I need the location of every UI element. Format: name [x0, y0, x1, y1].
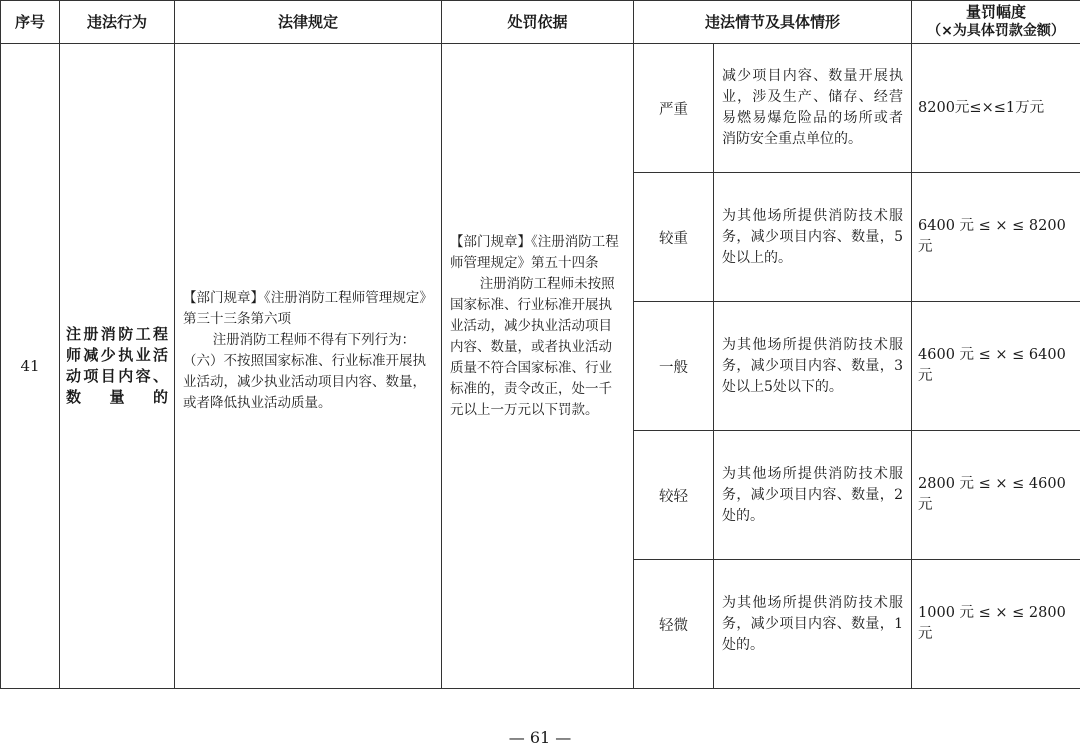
header-seq: 序号 — [1, 1, 60, 44]
range-cell: 4600 元 ≤ × ≤ 6400 元 — [912, 302, 1080, 431]
range-cell: 1000 元 ≤ × ≤ 2800 元 — [912, 560, 1080, 689]
level-cell: 轻微 — [634, 560, 714, 689]
range-cell: 6400 元 ≤ × ≤ 8200 元 — [912, 173, 1080, 302]
table-row — [1, 44, 1080, 173]
level-cell: 较重 — [634, 173, 714, 302]
page-number: — 61 — — [508, 728, 572, 747]
header-law: 法律规定 — [175, 1, 442, 44]
header-row — [1, 1, 1080, 44]
level-cell: 较轻 — [634, 431, 714, 560]
level-cell: 一般 — [634, 302, 714, 431]
header-range — [912, 1, 1080, 44]
header-circumstance: 违法情节及具体情形 — [634, 1, 912, 44]
penalty-basis-cell — [442, 44, 634, 689]
header-act: 违法行为 — [60, 1, 175, 44]
detail-cell: 为其他场所提供消防技术服务，减少项目内容、数量，2处的。 — [714, 431, 912, 560]
law-provision-cell — [175, 44, 442, 689]
range-cell: 2800 元 ≤ × ≤ 4600 元 — [912, 431, 1080, 560]
range-cell: 8200元≤×≤1万元 — [912, 44, 1080, 173]
basis-title: 【部门规章】《注册消防工程师管理规定》第五十四条 — [450, 234, 619, 271]
header-basis: 处罚依据 — [442, 1, 634, 44]
detail-cell: 为其他场所提供消防技术服务，减少项目内容、数量，3处以上5处以下的。 — [714, 302, 912, 431]
level-cell: 严重 — [634, 44, 714, 173]
law-body: 注册消防工程师不得有下列行为：（六）不按照国家标准、行业标准开展执业活动，减少执业活动项目内容、数量，或者降低执业活动质量。 — [183, 332, 426, 411]
detail-cell: 减少项目内容、数量开展执业，涉及生产、储存、经营易燃易爆危险品的场所或者消防安全重点单位的。 — [714, 44, 912, 173]
header-range-title: 量罚幅度 — [966, 3, 1027, 21]
detail-cell: 为其他场所提供消防技术服务，减少项目内容、数量，5处以上的。 — [714, 173, 912, 302]
violation-act-cell: 注册消防工程师减少执业活动项目内容、数量的 — [60, 44, 175, 689]
basis-body: 注册消防工程师未按照国家标准、行业标准开展执业活动，减少执业活动项目内容、数量，或者执业活动质量不符合国家标准、行业标准的，责令改正，处一千元以上一万元以下罚款。 — [450, 276, 615, 418]
detail-cell: 为其他场所提供消防技术服务，减少项目内容、数量，1处的。 — [714, 560, 912, 689]
law-title: 【部门规章】《注册消防工程师管理规定》第三十三条第六项 — [183, 290, 433, 327]
header-range-sub: （×为具体罚款金额） — [927, 23, 1065, 39]
seq-cell: 41 — [1, 44, 60, 689]
